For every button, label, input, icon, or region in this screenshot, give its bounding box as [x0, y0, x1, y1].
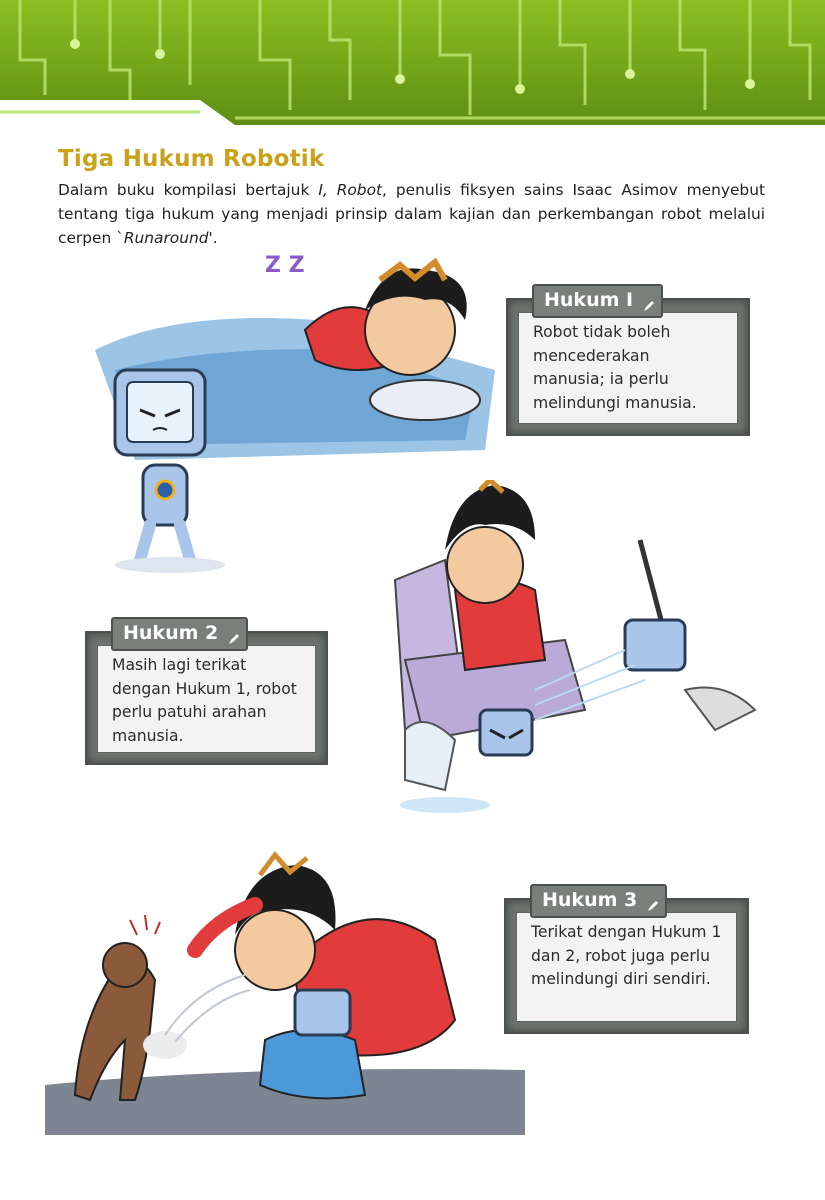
- law-panel-frame: [504, 898, 749, 1034]
- law-panel-body: [516, 912, 737, 1022]
- intro-paragraph: Dalam buku kompilasi bertajuk I, Robot, penulis fiksyen sains Isaac Asimov menyebut tentang tiga hukum yang menjadi prinsip dalam kajian dan perkembangan robot melalui cerpen `Runaround'.: [58, 181, 765, 247]
- law-2-tab: [111, 617, 248, 651]
- pencil-icon: [643, 292, 655, 320]
- law-3-title: Hukum 3: [542, 889, 638, 911]
- law-panel-frame: [506, 298, 750, 436]
- illustration-boy-commanding-robots: [385, 480, 775, 825]
- pencil-icon: [647, 892, 659, 920]
- law-1-text: Robot tidak boleh mencederakan manusia; ia perlu melindungi manusia.: [533, 323, 697, 412]
- sleep-z-text: Z Z: [265, 253, 305, 278]
- law-panel-body: [518, 312, 738, 424]
- law-panel-frame: [85, 631, 328, 765]
- law-3-text: Terikat dengan Hukum 1 dan 2, robot juga perlu melindungi diri sendiri.: [531, 923, 722, 988]
- pencil-icon: [228, 625, 240, 653]
- book-title: I, Robot: [318, 181, 383, 199]
- law-2-panel: [85, 617, 328, 765]
- law-panel-body: [97, 645, 316, 753]
- law-1-tab: [532, 284, 663, 318]
- circuit-banner: [0, 0, 825, 125]
- law-1-panel: [506, 284, 750, 436]
- law-1-title: Hukum I: [544, 289, 634, 311]
- page-title: Tiga Hukum Robotik: [58, 146, 325, 172]
- illustration-boy-dog-robot: [45, 830, 530, 1135]
- law-3-tab: [530, 884, 667, 918]
- story-title: Runaround: [123, 229, 209, 247]
- law-3-panel: [504, 884, 749, 1034]
- law-2-title: Hukum 2: [123, 622, 219, 644]
- law-2-text: Masih lagi terikat dengan Hukum 1, robot perlu patuhi arahan manusia.: [112, 656, 297, 745]
